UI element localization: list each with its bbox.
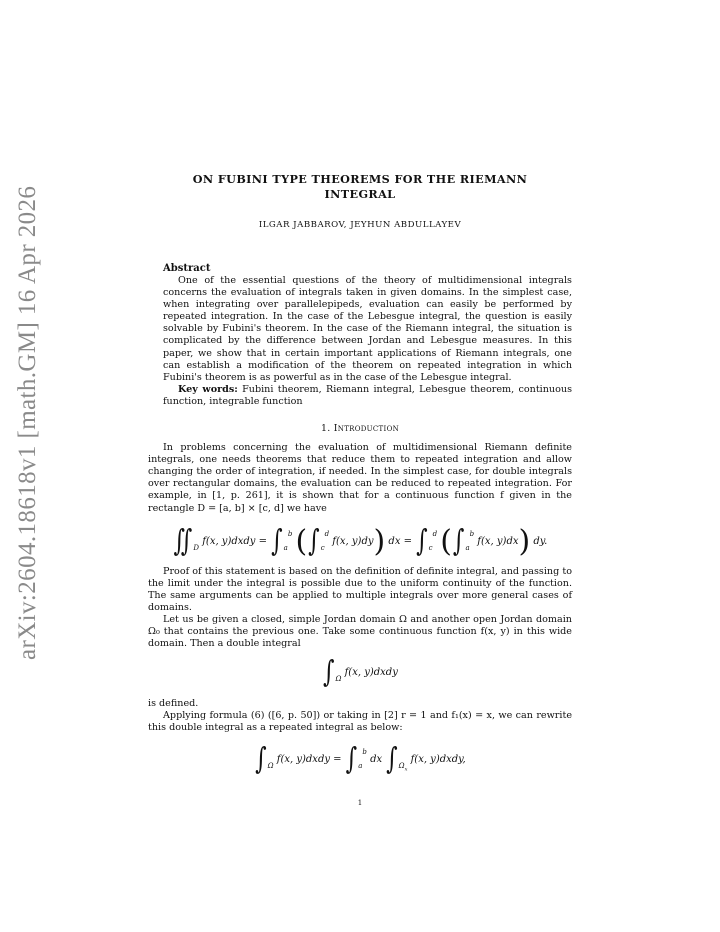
abstract-heading: Abstract (163, 263, 211, 274)
paragraph-4: is defined. (148, 698, 199, 710)
abstract-body: One of the essential questions of the theory of multidimensional integrals concerns the evaluation of integrals taken in given domains. In the simplest case, when integrating over parallelepipeds, evaluation can easily be performed by repeated integration. In the case of the Lebesgue integral, the question is easily solvable by Fubini's theorem. In the case of the Riemann integral, the situation is complicated by the difference between Jordan and Lebesgue measures. In this paper, we show that in certain important applications of Riemann integrals, one can establish a modification of the theorem on repeated integration in which Fubini's theorem is as powerful as in the case of the Lebesgue integral. (163, 275, 572, 383)
paper-title (158, 172, 562, 202)
keywords-label: Key words: (178, 383, 238, 395)
abstract-section (163, 263, 572, 408)
page-number: 1 (357, 798, 363, 807)
arxiv-identifier-stamp: arXiv:2604.18618v1 [math.GM] 16 Apr 2026 (14, 185, 41, 660)
paper-page (148, 172, 572, 807)
equation-double-integral: $\int_\Omega$ f(x, y)dxdy (323, 655, 398, 690)
keywords-text: Fubini theorem, Riemann integral, Lebesgue theorem, continuous function, integrable function (163, 383, 572, 407)
paragraph-3: Let us be given a closed, simple Jordan domain Ω and another open Jordan domain Ω₀ that contains the previous one. Take some continuous function f(x, y) in this wide domain. Then a double integral (148, 613, 572, 650)
author-list: ILGAR JABBAROV, JEYHUN ABDULLAYEV (258, 220, 462, 230)
section-number: 1. (320, 423, 331, 435)
section-title: Introduction (333, 423, 400, 435)
title-line-2: INTEGRAL (324, 187, 396, 201)
keywords (163, 384, 572, 408)
equation-repeated-integral: $\int_\Omega$ f(x, y)dxdy = $\int_a^b$ dx $\int_{\Omega_x}$ f(x, y)dxdy, 1 (148, 741, 572, 801)
paragraph-2: Proof of this statement is based on the definition of definite integral, and passing to the limit under the integral is possible due to the uniform continuity of the function. The same arguments can be applied to multiple integrals over more general cases of domains. (148, 565, 572, 613)
paragraph-5: Applying formula (6) ([6, p. 50]) or taking in [2] r = 1 and f₁(x) = x, we can rewrite this double integral as a repeated integral as below: (148, 710, 572, 734)
equation-fubini-rectangle: $∬_D$ f(x, y)dxdy = $\int_a^b$ ($\int_c^d$ f(x, y)dy) dx = $\int_c^d$ ($\int_a^b$ f(x, y)dx) dy. (173, 523, 548, 559)
paragraph-1: In problems concerning the evaluation of multidimensional Riemann definite integrals, one needs theorems that reduce them to repeated integration and allow changing the order of integration, if needed. In the simplest case, for double integrals over rectangular domains, the evaluation can be reduced to repeated integration. For example, in [1, p. 261], it is shown that for a continuous function f given in the rectangle D = [a, b] × [c, d] we have (148, 442, 572, 514)
title-line-1: ON FUBINI TYPE THEOREMS FOR THE RIEMANN (192, 172, 528, 186)
section-heading (148, 423, 572, 434)
